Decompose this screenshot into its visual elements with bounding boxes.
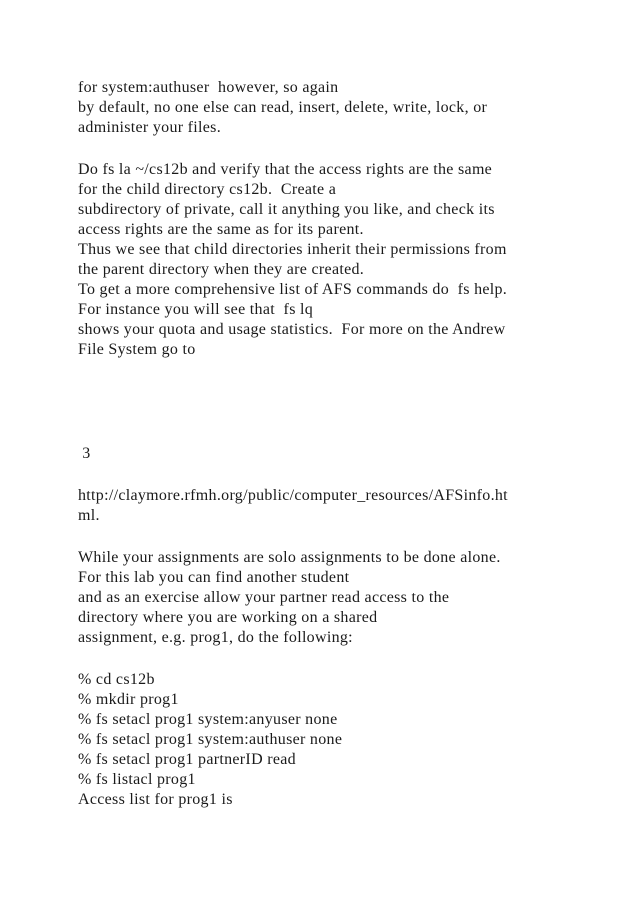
text-line: administer your files.: [78, 119, 222, 136]
text-line: access rights are the same as for its parent.: [78, 221, 364, 238]
text-line: assignment, e.g. prog1, do the following:: [78, 629, 353, 646]
text-line: and as an exercise allow your partner read access to the: [78, 589, 450, 606]
text-line: directory where you are working on a shared: [78, 609, 378, 626]
text-line: for system:authuser however, so again: [78, 79, 339, 96]
text-line: File System go to: [78, 341, 196, 358]
text-line: Do fs la ~/cs12b and verify that the access rights are the same: [78, 161, 493, 178]
text-line: To get a more comprehensive list of AFS commands do fs help.: [78, 281, 508, 298]
command-line: % fs setacl prog1 partnerID read: [78, 751, 296, 768]
page-number: 3: [78, 445, 91, 462]
command-line: % fs setacl prog1 system:authuser none: [78, 731, 343, 748]
url-text: http://claymore.rfmh.org/public/computer_resources/AFSinfo.ht: [78, 487, 508, 504]
text-line: Access list for prog1 is: [78, 791, 233, 808]
text-line: subdirectory of private, call it anything you like, and check its: [78, 201, 495, 218]
command-line: % mkdir prog1: [78, 691, 179, 708]
text-line: For instance you will see that fs lq: [78, 301, 314, 318]
command-line: % cd cs12b: [78, 671, 155, 688]
command-line: % fs listacl prog1: [78, 771, 196, 788]
text-line: shows your quota and usage statistics. For more on the Andrew: [78, 321, 506, 338]
text-line: Thus we see that child directories inherit their permissions from: [78, 241, 507, 258]
url-text: ml.: [78, 507, 100, 524]
text-line: for the child directory cs12b. Create a: [78, 181, 337, 198]
command-line: % fs setacl prog1 system:anyuser none: [78, 711, 338, 728]
text-line: the parent directory when they are created.: [78, 261, 365, 278]
text-line: by default, no one else can read, insert, delete, write, lock, or: [78, 99, 488, 116]
text-line: For this lab you can find another student: [78, 569, 350, 586]
text-line: While your assignments are solo assignments to be done alone.: [78, 549, 501, 566]
